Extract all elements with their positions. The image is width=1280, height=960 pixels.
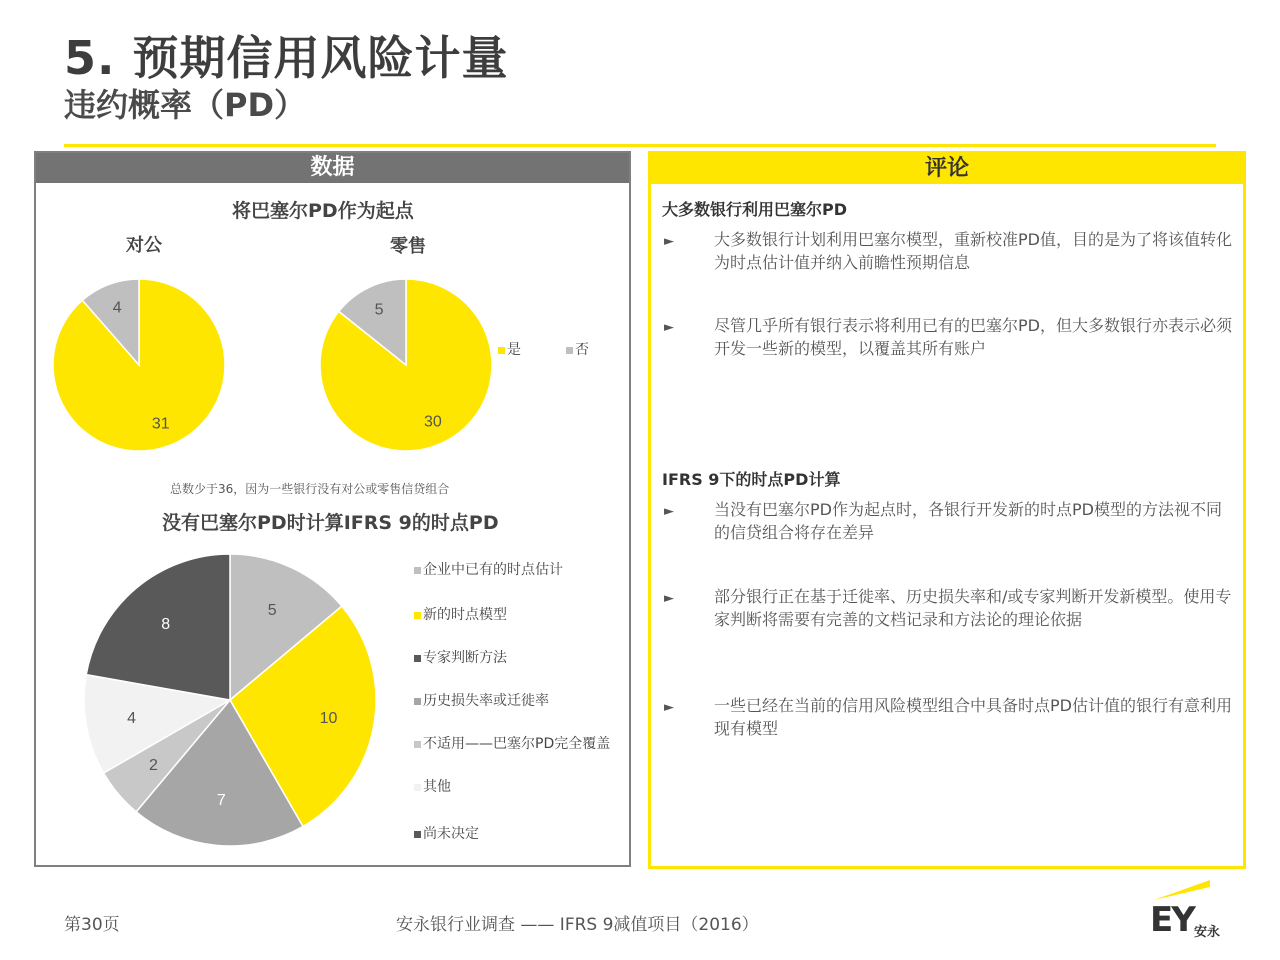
legend-no-swatch bbox=[566, 347, 573, 354]
bullet-text: 尽管几乎所有银行表示将利用已有的巴塞尔PD，但大多数银行亦表示必须开发一些新的模型，以覆盖其所有账户 bbox=[714, 316, 1232, 358]
corporate-pie bbox=[53, 279, 225, 451]
pie-data-label: 31 bbox=[151, 415, 170, 433]
legend-swatch bbox=[414, 784, 421, 791]
pie-data-label: 7 bbox=[216, 792, 226, 810]
legend-swatch bbox=[414, 741, 421, 748]
top-charts-title: 将巴塞尔PD作为起点 bbox=[232, 200, 414, 222]
bullet-text: 当没有巴塞尔PD作为起点时，各银行开发新的时点PD模型的方法视不同的信贷组合将存在差异 bbox=[714, 500, 1222, 542]
pie-data-label: 4 bbox=[112, 299, 122, 317]
data-panel-heading: 数据 bbox=[36, 153, 629, 183]
legend-label: 其他 bbox=[423, 779, 451, 795]
section-title-basel: 大多数银行利用巴塞尔PD bbox=[662, 200, 848, 219]
page-subtitle: 违约概率（PD） bbox=[64, 86, 307, 124]
legend-label: 企业中已有的时点估计 bbox=[423, 562, 563, 578]
bullet-text: 大多数银行计划利用巴塞尔模型，重新校准PD值，目的是为了将该值转化为时点估计值并纳入前瞻性预期信息 bbox=[714, 230, 1232, 272]
legend-no bbox=[566, 342, 589, 359]
legend-item bbox=[414, 607, 624, 624]
bullet-marker: ► bbox=[664, 591, 674, 606]
legend-label: 专家判断方法 bbox=[423, 650, 507, 666]
ey-logo-cn: 安永 bbox=[1194, 925, 1221, 940]
ey-logo-text: EY bbox=[1150, 900, 1194, 940]
legend-swatch bbox=[414, 698, 421, 705]
legend-yes bbox=[498, 342, 521, 359]
legend-label: 新的时点模型 bbox=[423, 607, 507, 623]
page-number: 第30页 bbox=[64, 915, 120, 935]
retail-pie bbox=[320, 279, 492, 451]
pie-data-label: 5 bbox=[267, 601, 277, 619]
page-title: 5. 预期信用风险计量 bbox=[64, 31, 509, 85]
legend-item bbox=[414, 826, 624, 843]
top-pies-svg bbox=[40, 260, 500, 470]
legend-label: 不适用——巴塞尔PD完全覆盖 bbox=[423, 736, 611, 752]
bottom-pie-svg bbox=[70, 540, 400, 860]
pie-data-label: 8 bbox=[161, 615, 171, 633]
legend-label: 尚未决定 bbox=[423, 826, 479, 842]
legend-no-label: 否 bbox=[575, 342, 589, 358]
bullet-marker: ► bbox=[664, 320, 674, 335]
legend-swatch bbox=[414, 612, 421, 619]
pie-data-label: 5 bbox=[374, 301, 384, 319]
bullet-marker: ► bbox=[664, 234, 674, 249]
methods-pie bbox=[84, 554, 376, 846]
bullet-text: 一些已经在当前的信用风险模型组合中具备时点PD估计值的银行有意利用现有模型 bbox=[714, 696, 1232, 738]
retail-chart-label: 零售 bbox=[390, 236, 426, 257]
pie-slice bbox=[86, 554, 230, 700]
legend-swatch bbox=[414, 567, 421, 574]
bottom-chart-title: 没有巴塞尔PD时计算IFRS 9的时点PD bbox=[162, 512, 499, 534]
legend-yes-swatch bbox=[498, 347, 505, 354]
bullet-marker: ► bbox=[664, 504, 674, 519]
comment-panel-heading: 评论 bbox=[651, 154, 1243, 184]
footnote: 总数少于36，因为一些银行没有对公或零售信贷组合 bbox=[170, 482, 450, 496]
footer-caption: 安永银行业调查 —— IFRS 9减值项目（2016） bbox=[396, 915, 759, 935]
legend-item bbox=[414, 779, 624, 796]
legend-label: 历史损失率或迁徙率 bbox=[423, 693, 549, 709]
section-title-ifrs9: IFRS 9下的时点PD计算 bbox=[662, 470, 841, 489]
legend-swatch bbox=[414, 831, 421, 838]
legend-item bbox=[414, 693, 624, 710]
legend-item bbox=[414, 650, 624, 667]
bullet-marker: ► bbox=[664, 700, 674, 715]
legend-swatch bbox=[414, 655, 421, 662]
pie-data-label: 4 bbox=[127, 709, 136, 727]
corporate-chart-label: 对公 bbox=[126, 235, 162, 256]
legend-yes-label: 是 bbox=[507, 342, 521, 358]
legend-item bbox=[414, 562, 624, 579]
pie-data-label: 2 bbox=[148, 756, 158, 774]
title-divider bbox=[64, 144, 1216, 147]
legend-item bbox=[414, 736, 624, 753]
pie-data-label: 30 bbox=[424, 413, 442, 431]
pie-data-label: 10 bbox=[319, 709, 338, 727]
bullet-text: 部分银行正在基于迁徙率、历史损失率和/或专家判断开发新模型。使用专家判断将需要有完善的文档记录和方法论的理论依据 bbox=[714, 587, 1232, 629]
